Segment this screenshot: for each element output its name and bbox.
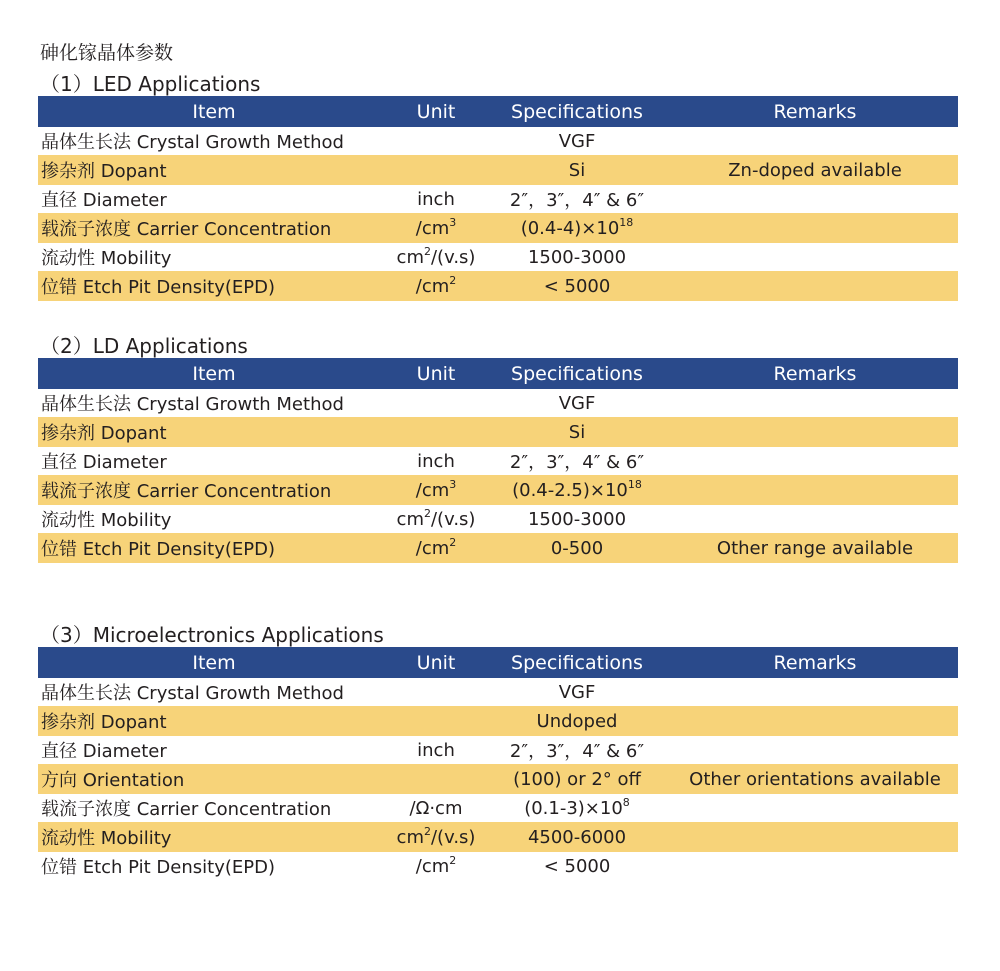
table-row bbox=[38, 475, 958, 505]
spec-text: (100) or 2° off bbox=[513, 768, 641, 790]
table-row bbox=[38, 533, 958, 563]
cell-item: 晶体生长法 Crystal Growth Method bbox=[41, 132, 344, 153]
spec-text: 2″，3″，4″ & 6″ bbox=[509, 452, 645, 473]
cell-specification bbox=[482, 160, 672, 181]
table-row bbox=[38, 736, 958, 764]
spec-text: (0.4-2.5)×10 bbox=[512, 479, 628, 501]
header-unit: Unit bbox=[416, 651, 456, 674]
cell-item: 流动性 Mobility bbox=[41, 828, 172, 849]
cell-specification bbox=[482, 186, 672, 212]
cell-item: 直径 Diameter bbox=[41, 190, 167, 211]
cell-item: 载流子浓度 Carrier Concentration bbox=[41, 481, 332, 502]
cell-specification bbox=[482, 711, 672, 732]
header-item: Item bbox=[192, 651, 236, 674]
unit-superscript: 2 bbox=[449, 853, 457, 867]
header-remarks: Remarks bbox=[773, 100, 857, 123]
table-row bbox=[38, 243, 958, 271]
cell-specification bbox=[482, 215, 672, 239]
unit-superscript: 2 bbox=[449, 535, 457, 549]
cell-unit bbox=[390, 798, 482, 819]
spec-text: < 5000 bbox=[543, 275, 611, 297]
spec-table-ld bbox=[38, 358, 958, 563]
table-row bbox=[38, 185, 958, 213]
unit-superscript: 2 bbox=[423, 244, 431, 258]
cell-item: 晶体生长法 Crystal Growth Method bbox=[41, 683, 344, 704]
header-remarks: Remarks bbox=[773, 651, 857, 674]
cell-unit bbox=[390, 740, 482, 761]
table-row bbox=[38, 389, 958, 417]
table-row bbox=[38, 505, 958, 533]
unit-superscript: 3 bbox=[449, 215, 457, 229]
header-unit: Unit bbox=[416, 100, 456, 123]
cell-remarks: Zn-doped available bbox=[728, 159, 902, 181]
spec-text: 4500-6000 bbox=[527, 826, 627, 848]
cell-specification bbox=[482, 856, 672, 877]
cell-item: 位错 Etch Pit Density(EPD) bbox=[41, 277, 275, 298]
cell-specification bbox=[482, 769, 672, 790]
spec-table-led bbox=[38, 96, 958, 301]
table-row bbox=[38, 706, 958, 736]
cell-item: 流动性 Mobility bbox=[41, 248, 172, 269]
cell-specification bbox=[482, 477, 672, 501]
cell-unit bbox=[390, 451, 482, 472]
table-row bbox=[38, 447, 958, 475]
header-specifications: Specifications bbox=[511, 651, 643, 674]
cell-unit bbox=[390, 244, 482, 268]
cell-specification bbox=[482, 538, 672, 559]
cell-item: 掺杂剂 Dopant bbox=[41, 712, 167, 733]
unit-superscript: 2 bbox=[449, 273, 457, 287]
cell-item: 直径 Diameter bbox=[41, 741, 167, 762]
spec-exponent: 18 bbox=[619, 215, 634, 229]
cell-specification bbox=[482, 509, 672, 530]
table-row bbox=[38, 213, 958, 243]
header-specifications: Specifications bbox=[511, 362, 643, 385]
cell-remarks: Other range available bbox=[716, 537, 914, 559]
unit-tail: /(v.s) bbox=[430, 508, 476, 530]
spec-text: Si bbox=[568, 159, 586, 181]
cell-unit bbox=[390, 215, 482, 239]
cell-unit bbox=[390, 824, 482, 848]
cell-item: 载流子浓度 Carrier Concentration bbox=[41, 219, 332, 240]
cell-unit bbox=[390, 273, 482, 297]
table-header bbox=[38, 358, 958, 389]
section-title-led: （1）LED Applications bbox=[40, 72, 261, 96]
unit-text: /Ω·cm bbox=[409, 797, 463, 819]
table-row bbox=[38, 271, 958, 301]
cell-item: 位错 Etch Pit Density(EPD) bbox=[41, 857, 275, 878]
header-specifications: Specifications bbox=[511, 100, 643, 123]
cell-unit bbox=[390, 853, 482, 877]
cell-item: 载流子浓度 Carrier Concentration bbox=[41, 799, 332, 820]
cell-specification bbox=[482, 131, 672, 152]
table-row bbox=[38, 794, 958, 822]
cell-specification bbox=[482, 422, 672, 443]
spec-text: 2″，3″，4″ & 6″ bbox=[509, 741, 645, 762]
cell-item: 流动性 Mobility bbox=[41, 510, 172, 531]
cell-item: 掺杂剂 Dopant bbox=[41, 161, 167, 182]
cell-specification bbox=[482, 682, 672, 703]
cell-specification bbox=[482, 827, 672, 848]
table-row bbox=[38, 155, 958, 185]
cell-item: 位错 Etch Pit Density(EPD) bbox=[41, 539, 275, 560]
table-row bbox=[38, 417, 958, 447]
table-row bbox=[38, 678, 958, 706]
cell-specification bbox=[482, 448, 672, 474]
table-header bbox=[38, 647, 958, 678]
spec-exponent: 18 bbox=[627, 477, 642, 491]
header-item: Item bbox=[192, 362, 236, 385]
cell-unit bbox=[390, 506, 482, 530]
header-item: Item bbox=[192, 100, 236, 123]
spec-table-microelectronics bbox=[38, 647, 958, 880]
unit-text: cm bbox=[396, 246, 424, 268]
spec-text: Undoped bbox=[536, 710, 618, 732]
spec-text: 1500-3000 bbox=[527, 508, 627, 530]
unit-superscript: 3 bbox=[449, 477, 457, 491]
spec-text: 0-500 bbox=[550, 537, 604, 559]
unit-text: inch bbox=[417, 450, 455, 472]
unit-text: /cm bbox=[415, 855, 450, 877]
spec-text: VGF bbox=[558, 681, 596, 703]
spec-text: 2″，3″，4″ & 6″ bbox=[509, 190, 645, 211]
unit-tail: /(v.s) bbox=[430, 246, 476, 268]
table-row bbox=[38, 764, 958, 794]
spec-text: VGF bbox=[558, 392, 596, 414]
unit-tail: /(v.s) bbox=[430, 826, 476, 848]
section-title-ld: （2）LD Applications bbox=[40, 334, 248, 358]
unit-text: cm bbox=[396, 508, 424, 530]
cell-unit bbox=[390, 477, 482, 501]
unit-text: inch bbox=[417, 188, 455, 210]
spec-text: (0.1-3)×10 bbox=[524, 797, 623, 819]
page-title: 砷化镓晶体参数 bbox=[40, 42, 174, 64]
unit-text: inch bbox=[417, 739, 455, 761]
spec-text: (0.4-4)×10 bbox=[520, 217, 620, 239]
unit-text: /cm bbox=[415, 537, 450, 559]
cell-item: 方向 Orientation bbox=[41, 770, 185, 791]
table-row bbox=[38, 822, 958, 852]
table-row bbox=[38, 127, 958, 155]
cell-specification bbox=[482, 795, 672, 819]
table-header bbox=[38, 96, 958, 127]
cell-unit bbox=[390, 535, 482, 559]
header-remarks: Remarks bbox=[773, 362, 857, 385]
cell-specification bbox=[482, 737, 672, 763]
spec-text: Si bbox=[568, 421, 586, 443]
cell-remarks: Other orientations available bbox=[689, 768, 941, 790]
unit-text: /cm bbox=[415, 479, 450, 501]
unit-text: /cm bbox=[415, 217, 450, 239]
unit-superscript: 2 bbox=[423, 506, 431, 520]
table-row bbox=[38, 852, 958, 880]
spec-text: VGF bbox=[558, 130, 596, 152]
spec-text: < 5000 bbox=[543, 855, 611, 877]
cell-specification bbox=[482, 393, 672, 414]
cell-unit bbox=[390, 189, 482, 210]
unit-text: cm bbox=[396, 826, 424, 848]
unit-text: /cm bbox=[415, 275, 450, 297]
cell-item: 直径 Diameter bbox=[41, 452, 167, 473]
unit-superscript: 2 bbox=[423, 824, 431, 838]
cell-item: 晶体生长法 Crystal Growth Method bbox=[41, 394, 344, 415]
cell-specification bbox=[482, 276, 672, 297]
cell-item: 掺杂剂 Dopant bbox=[41, 423, 167, 444]
spec-text: 1500-3000 bbox=[527, 246, 627, 268]
section-title-microelectronics: （3）Microelectronics Applications bbox=[40, 623, 384, 647]
cell-specification bbox=[482, 247, 672, 268]
spec-exponent: 8 bbox=[622, 795, 630, 809]
header-unit: Unit bbox=[416, 362, 456, 385]
